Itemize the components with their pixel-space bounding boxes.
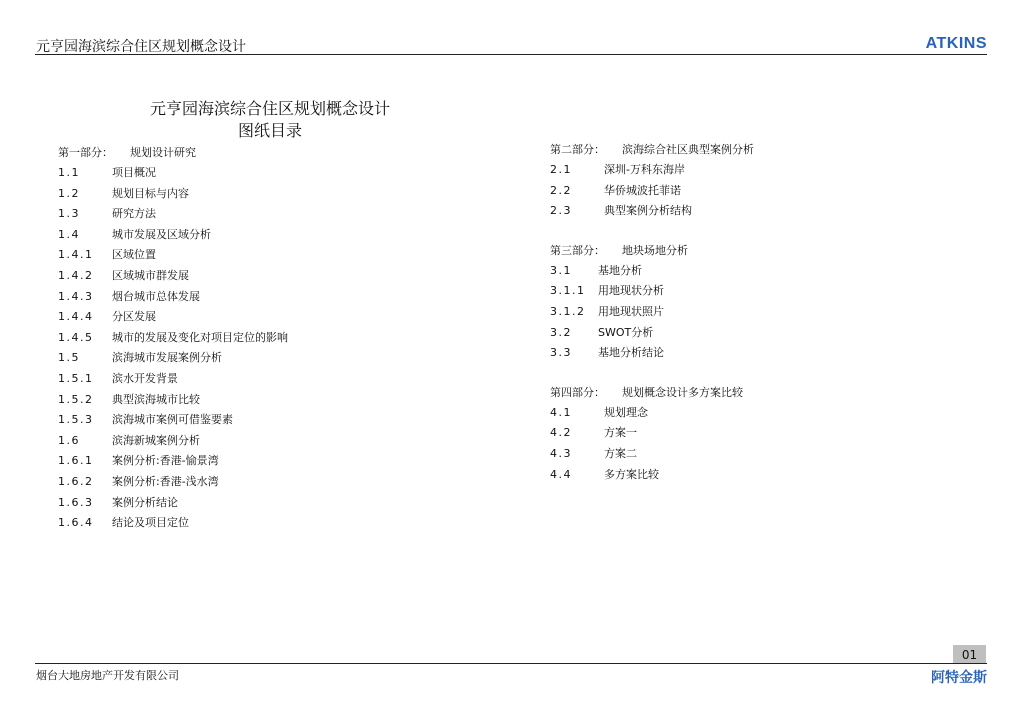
toc-section-part4 bbox=[550, 382, 754, 485]
toc-entry bbox=[550, 343, 754, 364]
toc-entry bbox=[58, 390, 288, 411]
section-title: 规划概念设计多方案比较 bbox=[622, 385, 743, 399]
toc-entry bbox=[58, 328, 288, 349]
toc-section-part1 bbox=[58, 142, 288, 534]
toc-entry-number: 2.1 bbox=[550, 163, 572, 176]
toc-entry-title: 分区发展 bbox=[112, 310, 156, 324]
toc-entry-title: 方案二 bbox=[604, 446, 637, 460]
toc-entry-number: 1.5 bbox=[58, 351, 80, 365]
toc-entry-number: 2.3 bbox=[550, 204, 572, 218]
page-number: 01 bbox=[953, 645, 986, 663]
toc-entry-title: 区域位置 bbox=[112, 248, 156, 262]
toc-entry bbox=[550, 302, 754, 323]
toc-entry-number: 3.1.1 bbox=[550, 284, 586, 298]
toc-entry-title: 规划理念 bbox=[604, 405, 648, 419]
toc-entry-title: 城市的发展及变化对项目定位的影响 bbox=[112, 330, 288, 344]
toc-entry-number: 1.5.2 bbox=[58, 392, 94, 406]
section-heading bbox=[58, 142, 288, 163]
toc-entry bbox=[58, 472, 288, 493]
toc-entry-title: 烟台城市总体发展 bbox=[112, 289, 200, 303]
header-title: 元亨园海滨综合住区规划概念设计 bbox=[36, 39, 246, 55]
toc-entry-number: 3.1.2 bbox=[550, 304, 586, 318]
toc-entry-title: SWOT分析 bbox=[598, 325, 654, 339]
header-divider bbox=[35, 54, 987, 55]
section-heading bbox=[550, 139, 754, 160]
toc-entry-number: 1.6.1 bbox=[58, 454, 94, 468]
toc-entry-title: 滨水开发背景 bbox=[112, 371, 178, 385]
toc-entry-number: 2.2 bbox=[550, 183, 572, 197]
toc-entry-number: 1.4 bbox=[58, 227, 80, 241]
section-label: 第一部分： bbox=[58, 146, 113, 159]
toc-entry-number: 3.3 bbox=[550, 346, 572, 360]
toc-entry-title: 规划目标与内容 bbox=[112, 186, 189, 200]
toc-entry bbox=[550, 403, 754, 424]
section-title: 地块场地分析 bbox=[622, 243, 688, 257]
toc-entry-number: 1.1 bbox=[58, 166, 80, 179]
document-title: 元亨园海滨综合住区规划概念设计 bbox=[149, 99, 390, 118]
toc-entry-number: 1.4.5 bbox=[58, 330, 94, 344]
toc-entry bbox=[58, 348, 288, 369]
section-label: 第四部分： bbox=[550, 385, 605, 399]
toc-left-column bbox=[58, 142, 288, 534]
section-heading bbox=[550, 382, 754, 403]
toc-entry-title: 基地分析 bbox=[598, 263, 642, 277]
toc-entry-title: 结论及项目定位 bbox=[112, 516, 189, 530]
toc-entry-title: 项目概况 bbox=[112, 166, 156, 179]
toc-entry bbox=[58, 431, 288, 452]
toc-entry-title: 滨海城市案例可借鉴要素 bbox=[112, 413, 233, 427]
toc-entry bbox=[550, 160, 754, 181]
toc-entry-title: 华侨城波托菲诺 bbox=[604, 183, 681, 197]
toc-entry bbox=[550, 465, 754, 486]
toc-entry bbox=[58, 245, 288, 266]
toc-entry bbox=[58, 493, 288, 514]
toc-section-part3 bbox=[550, 240, 754, 364]
toc-entry-title: 案例分析:香港-愉景湾 bbox=[112, 454, 219, 468]
toc-entry bbox=[58, 410, 288, 431]
toc-entry-title: 滨海新城案例分析 bbox=[112, 433, 200, 447]
toc-entry bbox=[550, 444, 754, 465]
toc-entry-title: 基地分析结论 bbox=[598, 346, 664, 360]
section-label: 第二部分： bbox=[550, 143, 605, 156]
brand-name-cn: 阿特金斯 bbox=[931, 670, 987, 686]
toc-entry bbox=[58, 163, 288, 184]
toc-entry-number: 1.6.3 bbox=[58, 495, 94, 509]
footer-divider bbox=[35, 663, 987, 664]
section-heading bbox=[550, 240, 754, 261]
section-title: 滨海综合社区典型案例分析 bbox=[622, 143, 754, 156]
toc-entry-title: 多方案比较 bbox=[604, 467, 659, 481]
toc-entry-number: 1.6.4 bbox=[58, 516, 94, 530]
toc-entry-number: 1.4.4 bbox=[58, 310, 94, 324]
toc-entry bbox=[550, 423, 754, 444]
toc-entry-title: 用地现状分析 bbox=[598, 284, 664, 298]
toc-entry-title: 典型滨海城市比较 bbox=[112, 392, 200, 406]
toc-entry-number: 3.2 bbox=[550, 325, 572, 339]
toc-entry-number: 3.1 bbox=[550, 263, 572, 277]
toc-entry bbox=[550, 281, 754, 302]
toc-entry-title: 滨海城市发展案例分析 bbox=[112, 351, 222, 365]
toc-entry bbox=[58, 451, 288, 472]
toc-entry bbox=[58, 225, 288, 246]
section-title: 规划设计研究 bbox=[130, 146, 196, 159]
toc-entry bbox=[58, 266, 288, 287]
client-company: 烟台大地房地产开发有限公司 bbox=[36, 669, 179, 682]
toc-entry-number: 1.4.3 bbox=[58, 289, 94, 303]
toc-entry-title: 城市发展及区域分析 bbox=[112, 227, 211, 241]
toc-entry bbox=[58, 513, 288, 534]
toc-entry-number: 1.5.1 bbox=[58, 371, 94, 385]
toc-entry-title: 典型案例分析结构 bbox=[604, 204, 692, 218]
toc-entry-number: 4.4 bbox=[550, 467, 572, 481]
toc-entry bbox=[550, 261, 754, 282]
toc-entry bbox=[58, 287, 288, 308]
toc-entry bbox=[58, 369, 288, 390]
toc-entry-number: 1.6 bbox=[58, 433, 80, 447]
atkins-logo: ATKINS bbox=[925, 35, 987, 52]
toc-entry-number: 4.1 bbox=[550, 405, 572, 419]
toc-entry-title: 方案一 bbox=[604, 426, 637, 440]
toc-entry-title: 案例分析结论 bbox=[112, 495, 178, 509]
toc-entry-number: 1.4.2 bbox=[58, 268, 94, 282]
toc-entry bbox=[58, 184, 288, 205]
toc-entry-number: 4.3 bbox=[550, 446, 572, 460]
toc-entry-number: 1.3 bbox=[58, 207, 80, 221]
toc-entry bbox=[58, 307, 288, 328]
toc-entry bbox=[550, 323, 754, 344]
toc-entry-title: 案例分析:香港-浅水湾 bbox=[112, 474, 219, 488]
toc-entry-number: 1.4.1 bbox=[58, 248, 94, 262]
toc-entry-title: 研究方法 bbox=[112, 207, 156, 221]
toc-entry bbox=[58, 204, 288, 225]
toc-right-column bbox=[550, 139, 754, 485]
document-title-block bbox=[120, 98, 420, 142]
toc-entry-number: 1.2 bbox=[58, 186, 80, 200]
toc-entry-title: 区域城市群发展 bbox=[112, 268, 189, 282]
toc-entry-number: 1.5.3 bbox=[58, 413, 94, 427]
toc-entry-title: 用地现状照片 bbox=[598, 304, 664, 318]
toc-entry-title: 深圳-万科东海岸 bbox=[604, 163, 685, 176]
toc-section-part2 bbox=[550, 139, 754, 222]
toc-entry-number: 1.6.2 bbox=[58, 474, 94, 488]
document-subtitle: 图纸目录 bbox=[237, 121, 302, 140]
toc-entry bbox=[550, 201, 754, 222]
section-label: 第三部分： bbox=[550, 243, 605, 257]
toc-entry bbox=[550, 181, 754, 202]
toc-entry-number: 4.2 bbox=[550, 426, 572, 440]
